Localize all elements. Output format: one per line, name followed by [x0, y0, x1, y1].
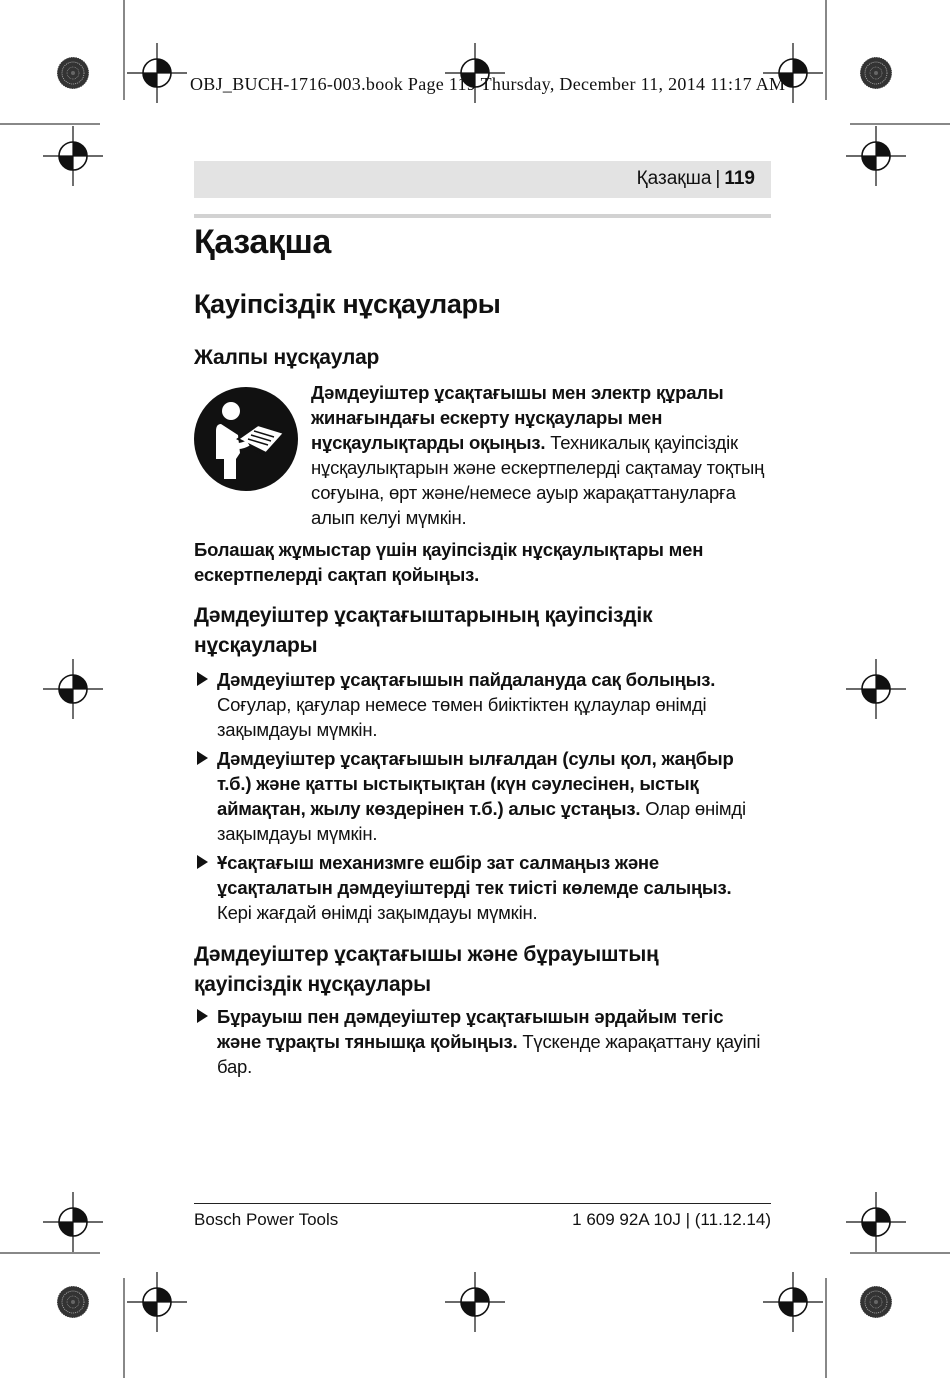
footer-brand: Bosch Power Tools	[194, 1210, 339, 1229]
list-item-text: Кері жағдай өнімді зақымдауы мүмкін.	[217, 902, 538, 923]
list-item-bold: Ұсақтағыш механизмге ешбір зат салмаңыз және ұсақталатын дәмдеуіштерді тек тиісті көлемде салыңыз.	[217, 852, 732, 898]
header-language: Қазақша	[636, 168, 712, 189]
footer-date: (11.12.14)	[694, 1210, 771, 1229]
grinder-safety-heading: Дәмдеуіштер ұсақтағыштарының қауіпсіздік нұсқаулары	[194, 604, 653, 657]
list-item	[194, 1004, 769, 1079]
registration-mark-top-left	[127, 43, 187, 103]
registration-mark-right-upper	[846, 126, 906, 186]
general-instructions	[311, 380, 766, 530]
star-target-top-left	[57, 57, 89, 89]
list-item-bold: Бұрауыш пен дәмдеуіштер ұсақтағышын әрдайым тегіс және тұрақты тянышқа қойыңыз.	[217, 1006, 724, 1052]
list-item-bold: Дәмдеуіштер ұсақтағышын пайдалануда сақ болыңыз.	[217, 669, 716, 690]
save-instructions: Болашақ жұмыстар үшін қауіпсіздік нұсқаулықтары мен ескертпелерді сақтап қойыңыз.	[194, 539, 704, 585]
bullet-triangle-icon	[197, 751, 208, 765]
general-instructions-text: Техникалық қауіпсіздік нұсқаулықтарын және ескертпелерді сақтамау тоқтың соғуына, өрт және/немесе ауыр жарақаттануларға алып келуі мүмкін.	[311, 432, 765, 528]
footer-code: 1 609 92A 10J | (11.12.14)	[572, 1210, 771, 1229]
footer-doc-number: 1 609 92A 10J	[572, 1210, 681, 1229]
page-title: Қазақша	[194, 223, 331, 261]
list-item-text: Түскенде жарақаттану қауіпі бар.	[217, 1031, 761, 1077]
bullet-triangle-icon	[197, 1009, 208, 1023]
star-target-top-right	[860, 57, 892, 89]
general-instructions-bold: Дәмдеуіштер ұсақтағышы мен электр құралы жинағындағы ескерту нұсқаулары мен нұсқаулықтарды оқыңыз.	[311, 382, 724, 453]
registration-mark-bottom-center	[445, 1272, 505, 1332]
drill-safety-heading: Дәмдеуіштер ұсақтағышы және бұрауыштың қауіпсіздік нұсқаулары	[194, 943, 659, 996]
bullet-triangle-icon	[197, 855, 208, 869]
registration-mark-right-lower	[846, 1192, 906, 1252]
header-separator: |	[715, 168, 721, 189]
bullet-triangle-icon	[197, 672, 208, 686]
registration-mark-left-middle	[43, 659, 103, 719]
registration-mark-left-lower	[43, 1192, 103, 1252]
registration-mark-right-middle	[846, 659, 906, 719]
header-rule	[194, 214, 771, 218]
page-number: 119	[724, 168, 755, 189]
general-heading: Жалпы нұсқаулар	[194, 346, 380, 369]
footer-rule	[194, 1203, 771, 1204]
star-target-bottom-left	[57, 1286, 89, 1318]
list-item	[194, 746, 769, 846]
registration-mark-bottom-right	[763, 1272, 823, 1332]
list-item-text: Соғулар, қағулар немесе төмен биіктіктен құлаулар өнімді зақымдауы мүмкін.	[217, 694, 707, 740]
list-item-bold: Дәмдеуіштер ұсақтағышын ылғалдан (сулы қол, жаңбыр т.б.) және қатты ыстықтықтан (күн сәулесінен, ыстық аймақтан, жылу көздерінен т.б.) алыс ұстаңыз.	[217, 748, 734, 819]
registration-mark-left-upper	[43, 126, 103, 186]
star-target-bottom-right	[860, 1286, 892, 1318]
registration-mark-bottom-left	[127, 1272, 187, 1332]
print-header: OBJ_BUCH-1716-003.book Page 119 Thursday, December 11, 2014 11:17 AM	[190, 74, 786, 94]
read-manual-icon	[194, 387, 298, 491]
section-title: Қауіпсіздік нұсқаулары	[194, 289, 501, 319]
list-item	[194, 850, 769, 925]
list-item-text: Олар өнімді зақымдауы мүмкін.	[217, 798, 746, 844]
running-header	[194, 161, 771, 198]
list-item	[194, 667, 769, 742]
